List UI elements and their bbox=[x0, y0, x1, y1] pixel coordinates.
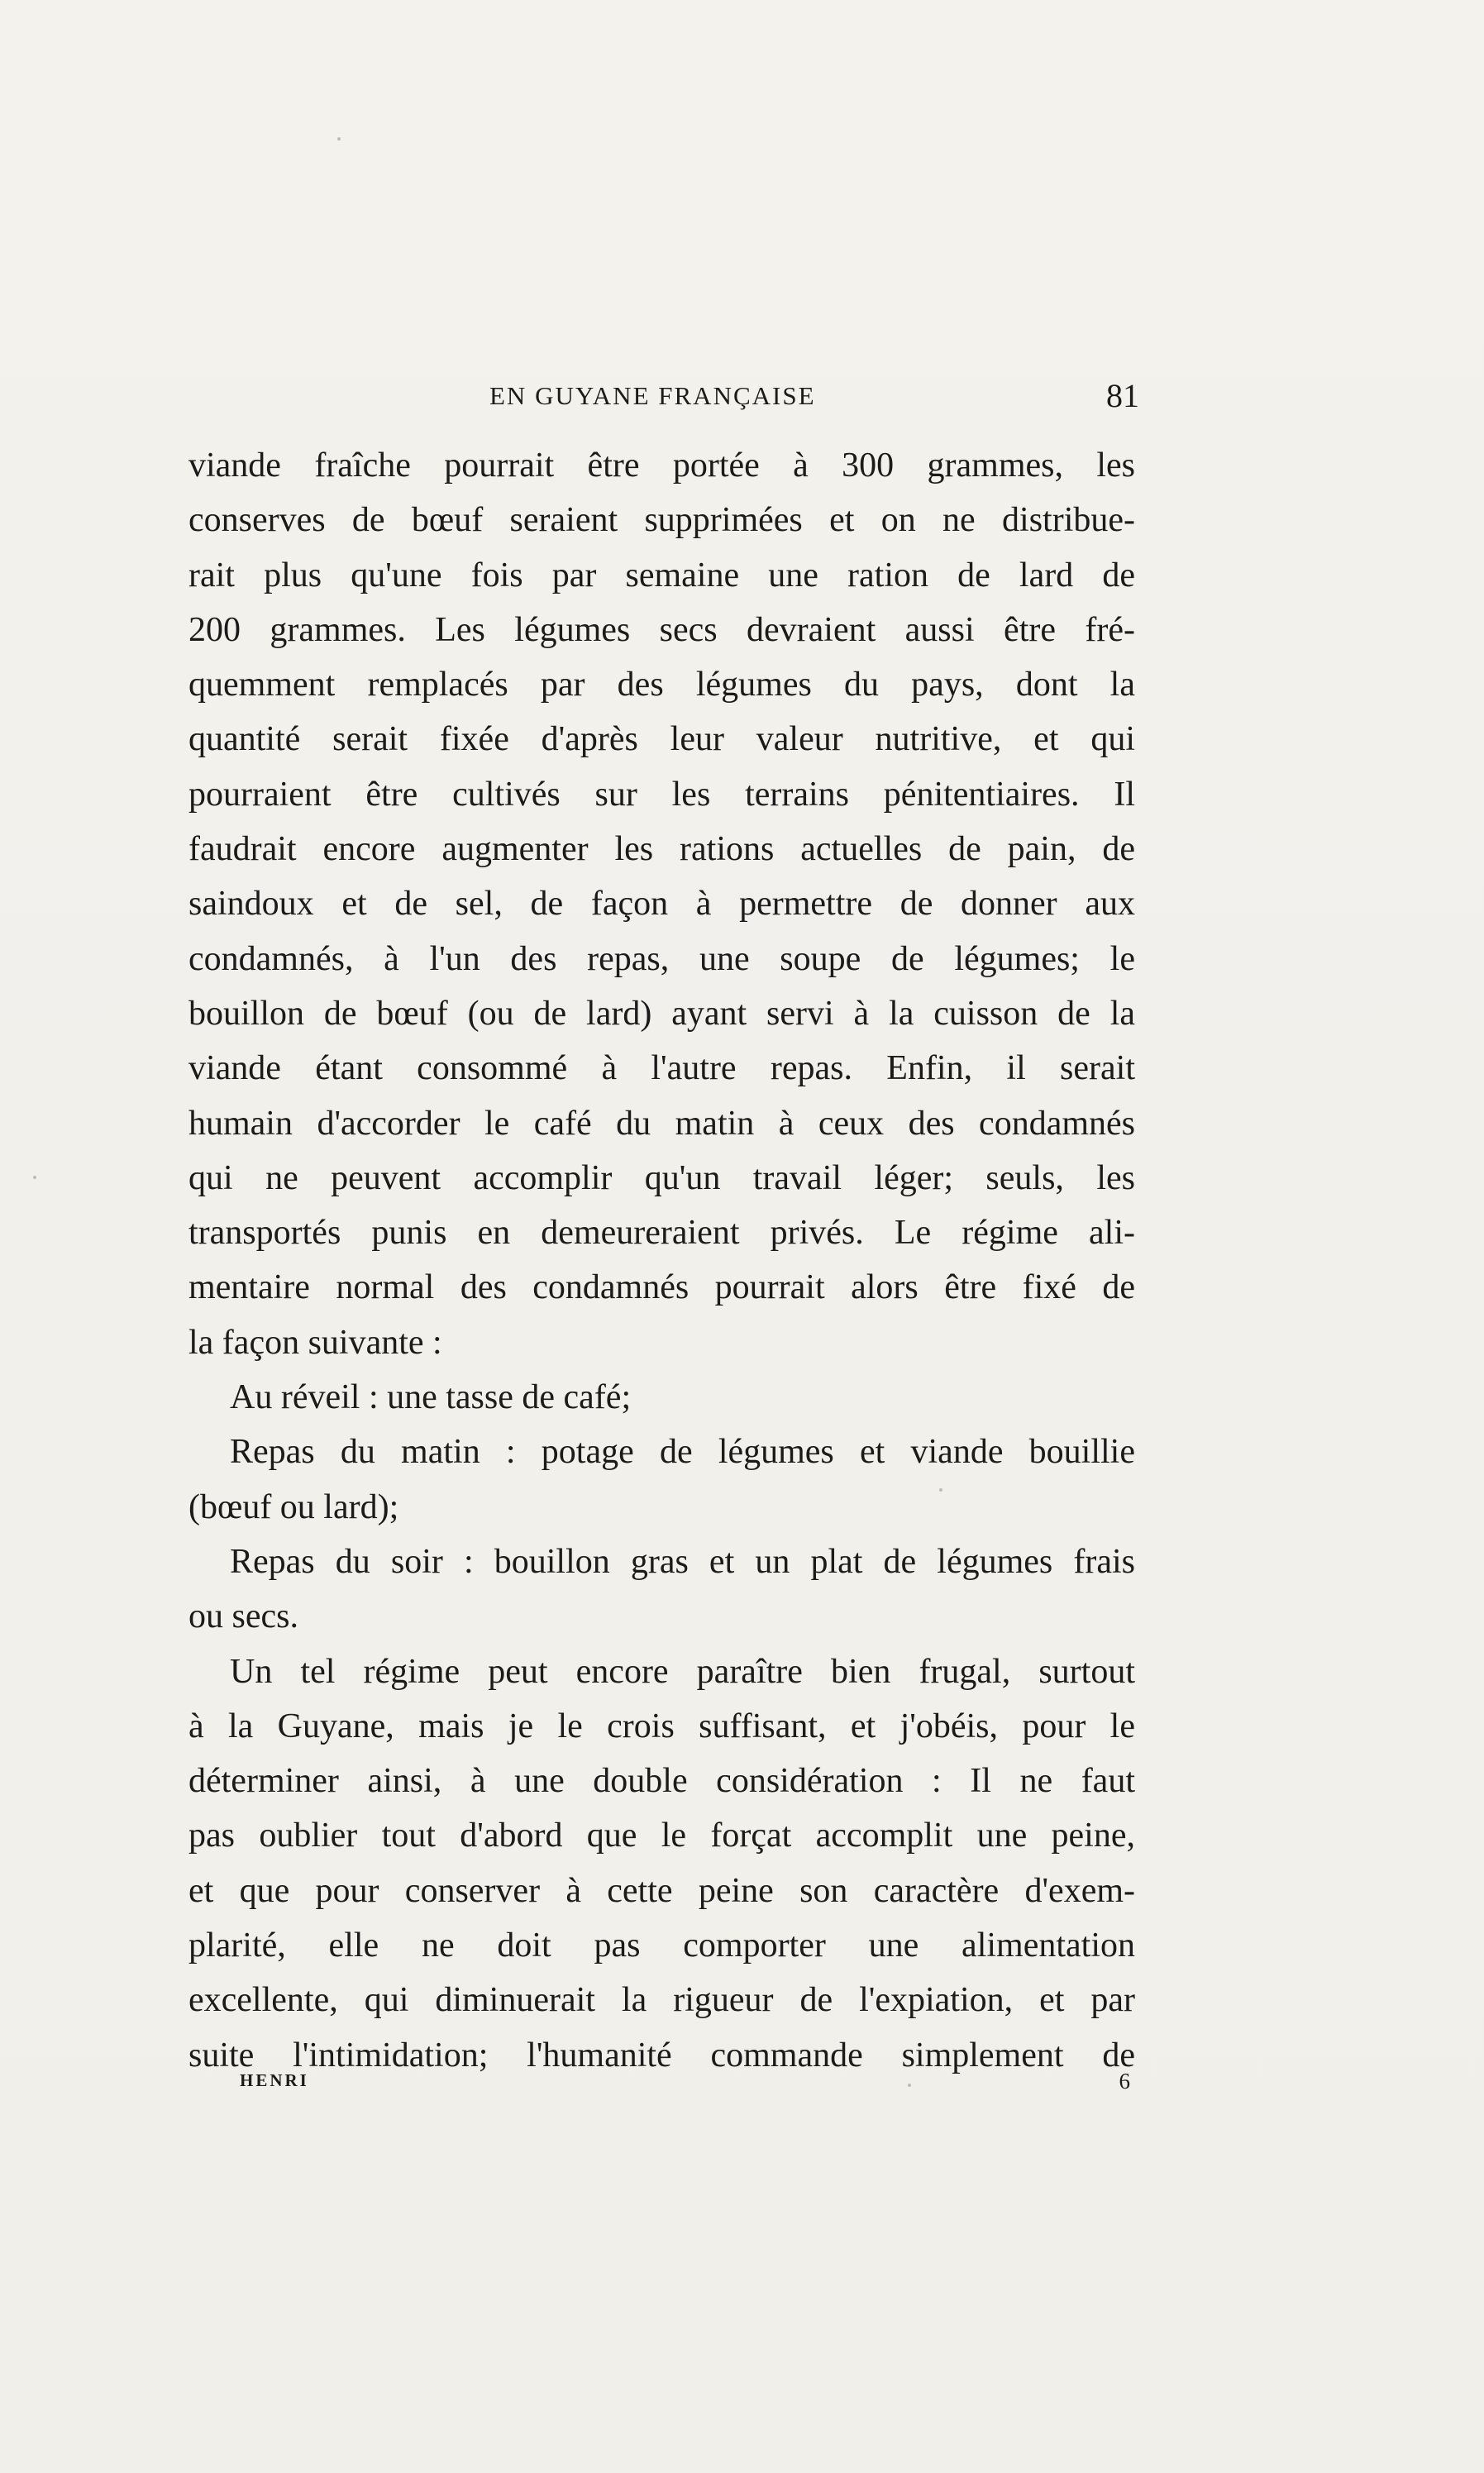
text-line: condamnés, à l'un des repas, une soupe de légumes; le bbox=[188, 939, 1135, 978]
text-line: quantité serait fixée d'après leur valeur nutritive, et qui bbox=[188, 720, 1135, 759]
text-line: conserves de bœuf seraient supprimées et on ne distribue- bbox=[188, 501, 1135, 540]
paragraph-start-line: Un tel régime peut encore paraître bien frugal, surtout bbox=[230, 1652, 1135, 1691]
page-number: 81 bbox=[1106, 377, 1139, 414]
running-title: EN GUYANE FRANÇAISE bbox=[489, 381, 816, 410]
text-line: la façon suivante : bbox=[188, 1323, 442, 1362]
text-line: pourraient être cultivés sur les terrains pénitentiaires. Il bbox=[188, 775, 1135, 814]
paper-speck bbox=[908, 2084, 911, 2087]
menu-item-line: Repas du soir : bouillon gras et un plat de légumes frais bbox=[230, 1542, 1135, 1581]
text-line: mentaire normal des condamnés pourrait alors être fixé de bbox=[188, 1268, 1135, 1307]
signature-mark: HENRI bbox=[240, 2070, 309, 2090]
text-line: viande fraîche pourrait être portée à 300 grammes, les bbox=[188, 446, 1135, 485]
sheet-number: 6 bbox=[1119, 2069, 1130, 2093]
page-header bbox=[190, 376, 1139, 423]
text-line: faudrait encore augmenter les rations actuelles de pain, de bbox=[188, 830, 1135, 869]
text-line: et que pour conserver à cette peine son caractère d'exem- bbox=[188, 1871, 1135, 1910]
text-line: déterminer ainsi, à une double considération : Il ne faut bbox=[188, 1762, 1135, 1801]
text-line: à la Guyane, mais je le crois suffisant, et j'obéis, pour le bbox=[188, 1707, 1135, 1745]
text-line: quemment remplacés par des légumes du pays, dont la bbox=[188, 666, 1135, 704]
page-footer bbox=[188, 2067, 1135, 2100]
paper-speck bbox=[939, 1488, 942, 1492]
text-line: excellente, qui diminuerait la rigueur de l'expiation, et par bbox=[188, 1981, 1135, 2020]
text-line: (bœuf ou lard); bbox=[188, 1487, 399, 1526]
text-line: viande étant consommé à l'autre repas. Enfin, il serait bbox=[188, 1049, 1135, 1088]
text-line: saindoux et de sel, de façon à permettre de donner aux bbox=[188, 885, 1135, 924]
text-line: plarité, elle ne doit pas comporter une alimentation bbox=[188, 1926, 1135, 1965]
text-line: pas oublier tout d'abord que le forçat accomplit une peine, bbox=[188, 1817, 1135, 1855]
text-line: transportés punis en demeureraient privés. Le régime ali- bbox=[188, 1214, 1135, 1253]
text-line: suite l'intimidation; l'humanité commande simplement de bbox=[188, 2036, 1135, 2074]
menu-item-line: Repas du matin : potage de légumes et viande bouillie bbox=[230, 1433, 1135, 1472]
text-line: ou secs. bbox=[188, 1597, 298, 1636]
text-line: qui ne peuvent accomplir qu'un travail léger; seuls, les bbox=[188, 1158, 1135, 1197]
menu-item-line: Au réveil : une tasse de café; bbox=[230, 1378, 632, 1417]
text-line: bouillon de bœuf (ou de lard) ayant servi à la cuisson de la bbox=[188, 994, 1135, 1033]
text-line: 200 grammes. Les légumes secs devraient aussi être fré- bbox=[188, 610, 1135, 649]
text-line: humain d'accorder le café du matin à ceux des condamnés bbox=[188, 1104, 1135, 1143]
text-line: rait plus qu'une fois par semaine une ration de lard de bbox=[188, 556, 1135, 594]
paper-speck bbox=[33, 1176, 36, 1179]
paper-speck bbox=[337, 137, 341, 141]
body-text bbox=[188, 438, 1135, 2083]
